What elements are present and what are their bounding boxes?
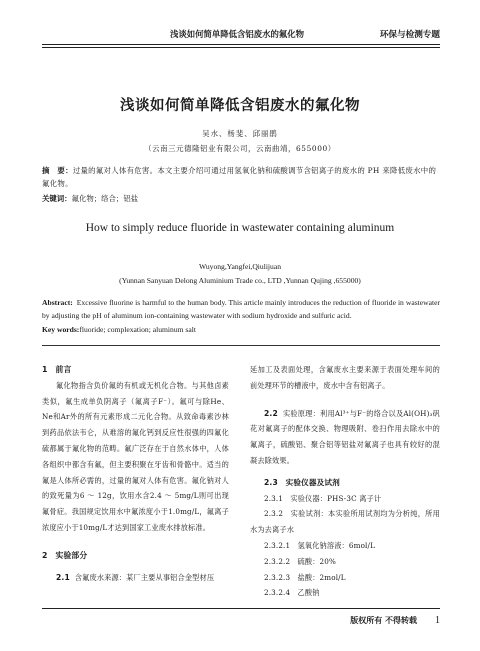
running-header	[42, 28, 440, 44]
footer-rule	[42, 608, 440, 609]
keywords-en	[42, 325, 440, 334]
abstract-en	[42, 297, 440, 322]
section-2-3-heading: 2.3 实验仪器及试剂	[264, 477, 340, 487]
header-rule	[42, 44, 440, 45]
copyright-notice: 版权所有 不得转载	[350, 615, 417, 625]
section-2-heading: 2 实验部分	[42, 550, 88, 560]
authors-cn: 吴水、杨斐、邱丽鹃	[202, 129, 278, 138]
section-2-1-heading: 2.1	[56, 572, 70, 582]
page-footer	[350, 615, 440, 626]
authors-en: Wuyong,Yangfei,Qiulijuan	[198, 262, 282, 271]
page-number: 1	[435, 615, 440, 626]
section-2-1-paragraph	[42, 570, 229, 586]
section-2-2-paragraph	[250, 406, 440, 469]
title-cn: 浅谈如何简单降低含铝废水的氟化物	[120, 98, 360, 114]
running-title: 浅谈如何简单降低含铝废水的氟化物	[170, 29, 304, 39]
section-1-paragraph: 氟化物指含负价氟的有机或无机化合物。与其他卤素类似，氟生成单负阴离子（氟离子F⁻）。氟可与除He、Ne和Ar外的所有元素形成二元化合物。从致命毒素沙林到药品依法韦仑，从难溶的氟化钙到反应性很强的四氟化硫都属于氟化物的范畴。氟广泛存在于自然水体中，人体各组织中都含有氟，但主要积聚在牙齿和骨骼中。适当的氟是人体所必需的，过量的氟对人体有危害。氟化钠对人的致死量为6 ～ 12g，饮用水含2.4 ～ 5mg/L则可出现氟骨症。我国规定饮用水中氟浓度小于1.0mg/L，氟离子浓度应小于10mg/L才达到国家工业废水排放标准。	[42, 380, 229, 532]
section-2-3-2-4: 2.3.2.4 乙酸钠	[264, 588, 320, 598]
keywords-cn-label: 关键词：	[42, 194, 72, 203]
keywords-cn-text: 氟化物；络合；铝盐	[71, 194, 139, 203]
abstract-en-label: Abstract:	[42, 298, 73, 307]
keywords-en-text: fluoride; complexation; aluminum salt	[79, 325, 196, 334]
affiliation-en: (Yunnan Sanyuan Delong Aluminium Trade co., LTD ,Yunnan Qujing ,655000)	[119, 276, 361, 285]
keywords-en-label: Key words:	[42, 325, 80, 334]
title-en: How to simply reduce fluoride in wastewater containing aluminum	[85, 222, 395, 234]
header-rule-thin	[42, 47, 440, 48]
section-2-3-2-3: 2.3.2.3 盐酸：2mol/L	[264, 572, 346, 582]
abstract-cn-text: 过量的氟对人体有危害。本文主要介绍可通过用氢氧化钠和硫酸调节含铝离子的废水的 PH 来降低废水中的氟化物。	[42, 166, 437, 188]
column-name: 环保与检测专题	[379, 30, 440, 40]
section-2-3-1: 2.3.1 实验仪器：PHS-3C 离子计	[264, 493, 382, 503]
section-divider	[42, 345, 440, 346]
section-2-1-text: 含氟废水来源：某厂主要从事铝合金型材压	[74, 572, 215, 582]
affiliation-cn: （云南三元德隆铝业有限公司，云南曲靖，655000）	[144, 144, 336, 153]
section-2-2-heading: 2.2	[264, 408, 278, 418]
abstract-en-text: Excessive fluorine is harmful to the human body. This article mainly introduces the reduction of fluoride in wastewater by adjusting the pH of aluminum ion-containing wastewater with sodium hydroxide and sulfuric acid.	[42, 298, 441, 320]
right-column	[250, 362, 440, 601]
keywords-cn	[42, 193, 440, 204]
section-2-3-2-1: 2.3.2.1 氢氧化钠溶液：6mol/L	[264, 540, 376, 550]
section-2-3-2-2: 2.3.2.2 硫酸：20%	[264, 556, 336, 566]
left-column	[42, 362, 229, 585]
section-2-2-text: 实验原理：利用Al³⁺与F⁻的络合以及Al(OH)₃矾花对氟离子的配体交换、物理吸附、卷扫作用去除水中的氟离子，硫酸铝、聚合铝等铝盐对氟离子也具有较好的混凝去除效果。	[250, 408, 440, 465]
section-2-3-2: 2.3.2 实验试剂：本实验所用试剂均为分析纯，所用水为去离子水	[250, 509, 440, 535]
section-2-1-continuation: 延加工及表面处理，含氟废水主要来源于表面处理车间的前处理环节的槽液中，废水中含有铝离子。	[250, 365, 440, 390]
section-1-heading: 1 前言	[42, 365, 72, 374]
abstract-cn	[42, 164, 440, 190]
abstract-cn-label: 摘 要：	[42, 166, 73, 175]
